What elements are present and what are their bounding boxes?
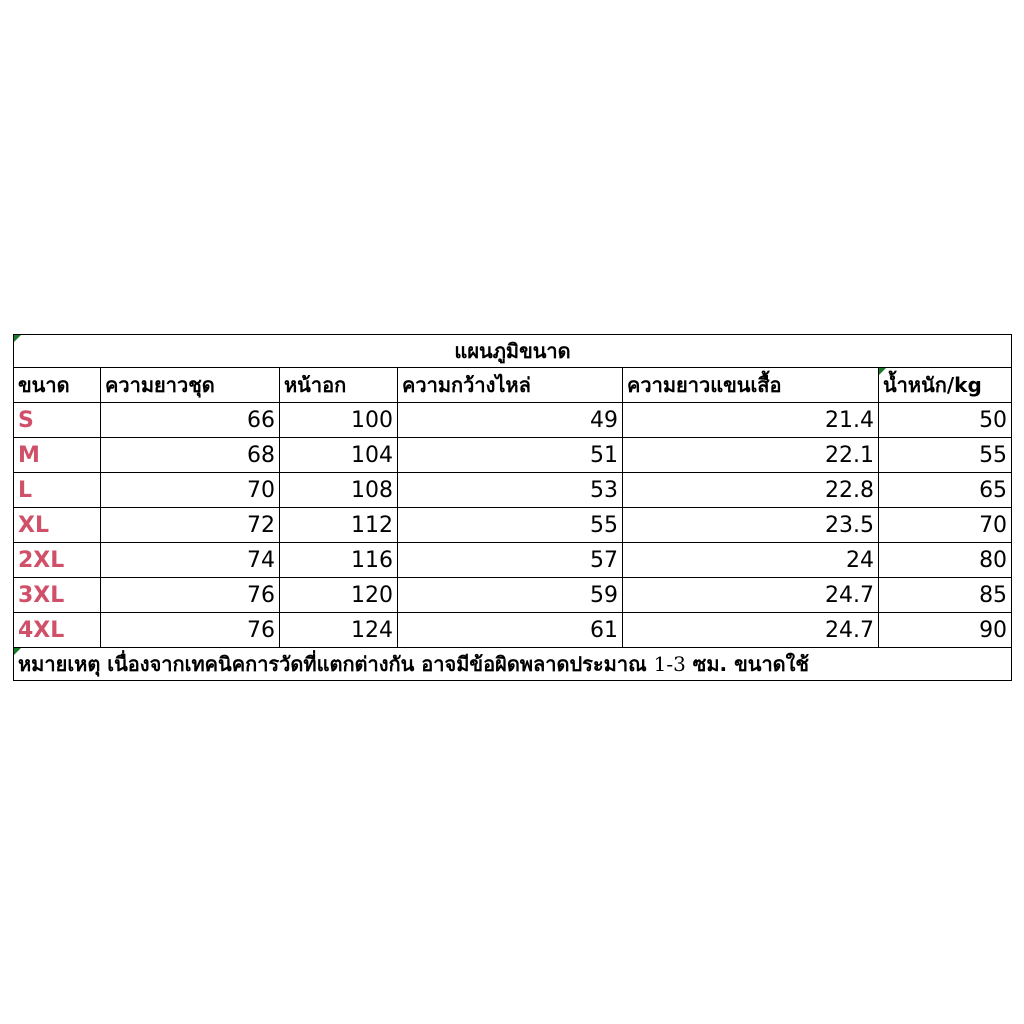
- size-label: 3XL: [14, 578, 101, 613]
- title-row: [14, 335, 1012, 368]
- sleeve-cell: 22.8: [623, 473, 879, 508]
- length-cell: 76: [101, 578, 280, 613]
- sleeve-cell: 23.5: [623, 508, 879, 543]
- chest-cell: 108: [280, 473, 398, 508]
- length-cell: 74: [101, 543, 280, 578]
- sleeve-cell: 24.7: [623, 613, 879, 648]
- length-cell: 72: [101, 508, 280, 543]
- note-row: [14, 648, 1012, 681]
- size-label: XL: [14, 508, 101, 543]
- note-text: หมายเหตุ เนื่องจากเทคนิคการวัดที่แตกต่างกัน อาจมีข้อผิดพลาดประมาณ 1-3 ซม. ขนาดใช้: [14, 648, 1012, 681]
- header-weight: น้ำหนัก/kg: [879, 368, 1012, 403]
- size-label: L: [14, 473, 101, 508]
- length-cell: 70: [101, 473, 280, 508]
- table-row: [14, 613, 1012, 648]
- header-shoulder: ความกว้างไหล่: [398, 368, 623, 403]
- chart-title: แผนภูมิขนาด: [14, 335, 1012, 368]
- chest-cell: 100: [280, 403, 398, 438]
- size-label: 4XL: [14, 613, 101, 648]
- size-label: S: [14, 403, 101, 438]
- weight-cell: 70: [879, 508, 1012, 543]
- corner-marker: [879, 368, 886, 375]
- chest-cell: 120: [280, 578, 398, 613]
- weight-cell: 80: [879, 543, 1012, 578]
- table-row: [14, 578, 1012, 613]
- table-row: [14, 438, 1012, 473]
- chest-cell: 116: [280, 543, 398, 578]
- weight-cell: 90: [879, 613, 1012, 648]
- corner-marker: [14, 648, 21, 655]
- weight-cell: 50: [879, 403, 1012, 438]
- length-cell: 76: [101, 613, 280, 648]
- table-row: [14, 543, 1012, 578]
- length-cell: 66: [101, 403, 280, 438]
- size-label: 2XL: [14, 543, 101, 578]
- shoulder-cell: 59: [398, 578, 623, 613]
- shoulder-cell: 49: [398, 403, 623, 438]
- length-cell: 68: [101, 438, 280, 473]
- weight-cell: 85: [879, 578, 1012, 613]
- shoulder-cell: 57: [398, 543, 623, 578]
- chest-cell: 104: [280, 438, 398, 473]
- table-row: [14, 508, 1012, 543]
- sleeve-cell: 24: [623, 543, 879, 578]
- sleeve-cell: 21.4: [623, 403, 879, 438]
- chest-cell: 112: [280, 508, 398, 543]
- sleeve-cell: 24.7: [623, 578, 879, 613]
- shoulder-cell: 55: [398, 508, 623, 543]
- size-table: [13, 334, 1012, 681]
- weight-cell: 55: [879, 438, 1012, 473]
- chest-cell: 124: [280, 613, 398, 648]
- header-size: ขนาด: [14, 368, 101, 403]
- corner-marker: [14, 335, 21, 342]
- sleeve-cell: 22.1: [623, 438, 879, 473]
- header-chest: หน้าอก: [280, 368, 398, 403]
- header-length: ความยาวชุด: [101, 368, 280, 403]
- size-label: M: [14, 438, 101, 473]
- shoulder-cell: 51: [398, 438, 623, 473]
- weight-cell: 65: [879, 473, 1012, 508]
- header-row: [14, 368, 1012, 403]
- table-row: [14, 403, 1012, 438]
- size-chart: [13, 334, 1011, 681]
- shoulder-cell: 53: [398, 473, 623, 508]
- shoulder-cell: 61: [398, 613, 623, 648]
- table-row: [14, 473, 1012, 508]
- header-sleeve: ความยาวแขนเสื้อ: [623, 368, 879, 403]
